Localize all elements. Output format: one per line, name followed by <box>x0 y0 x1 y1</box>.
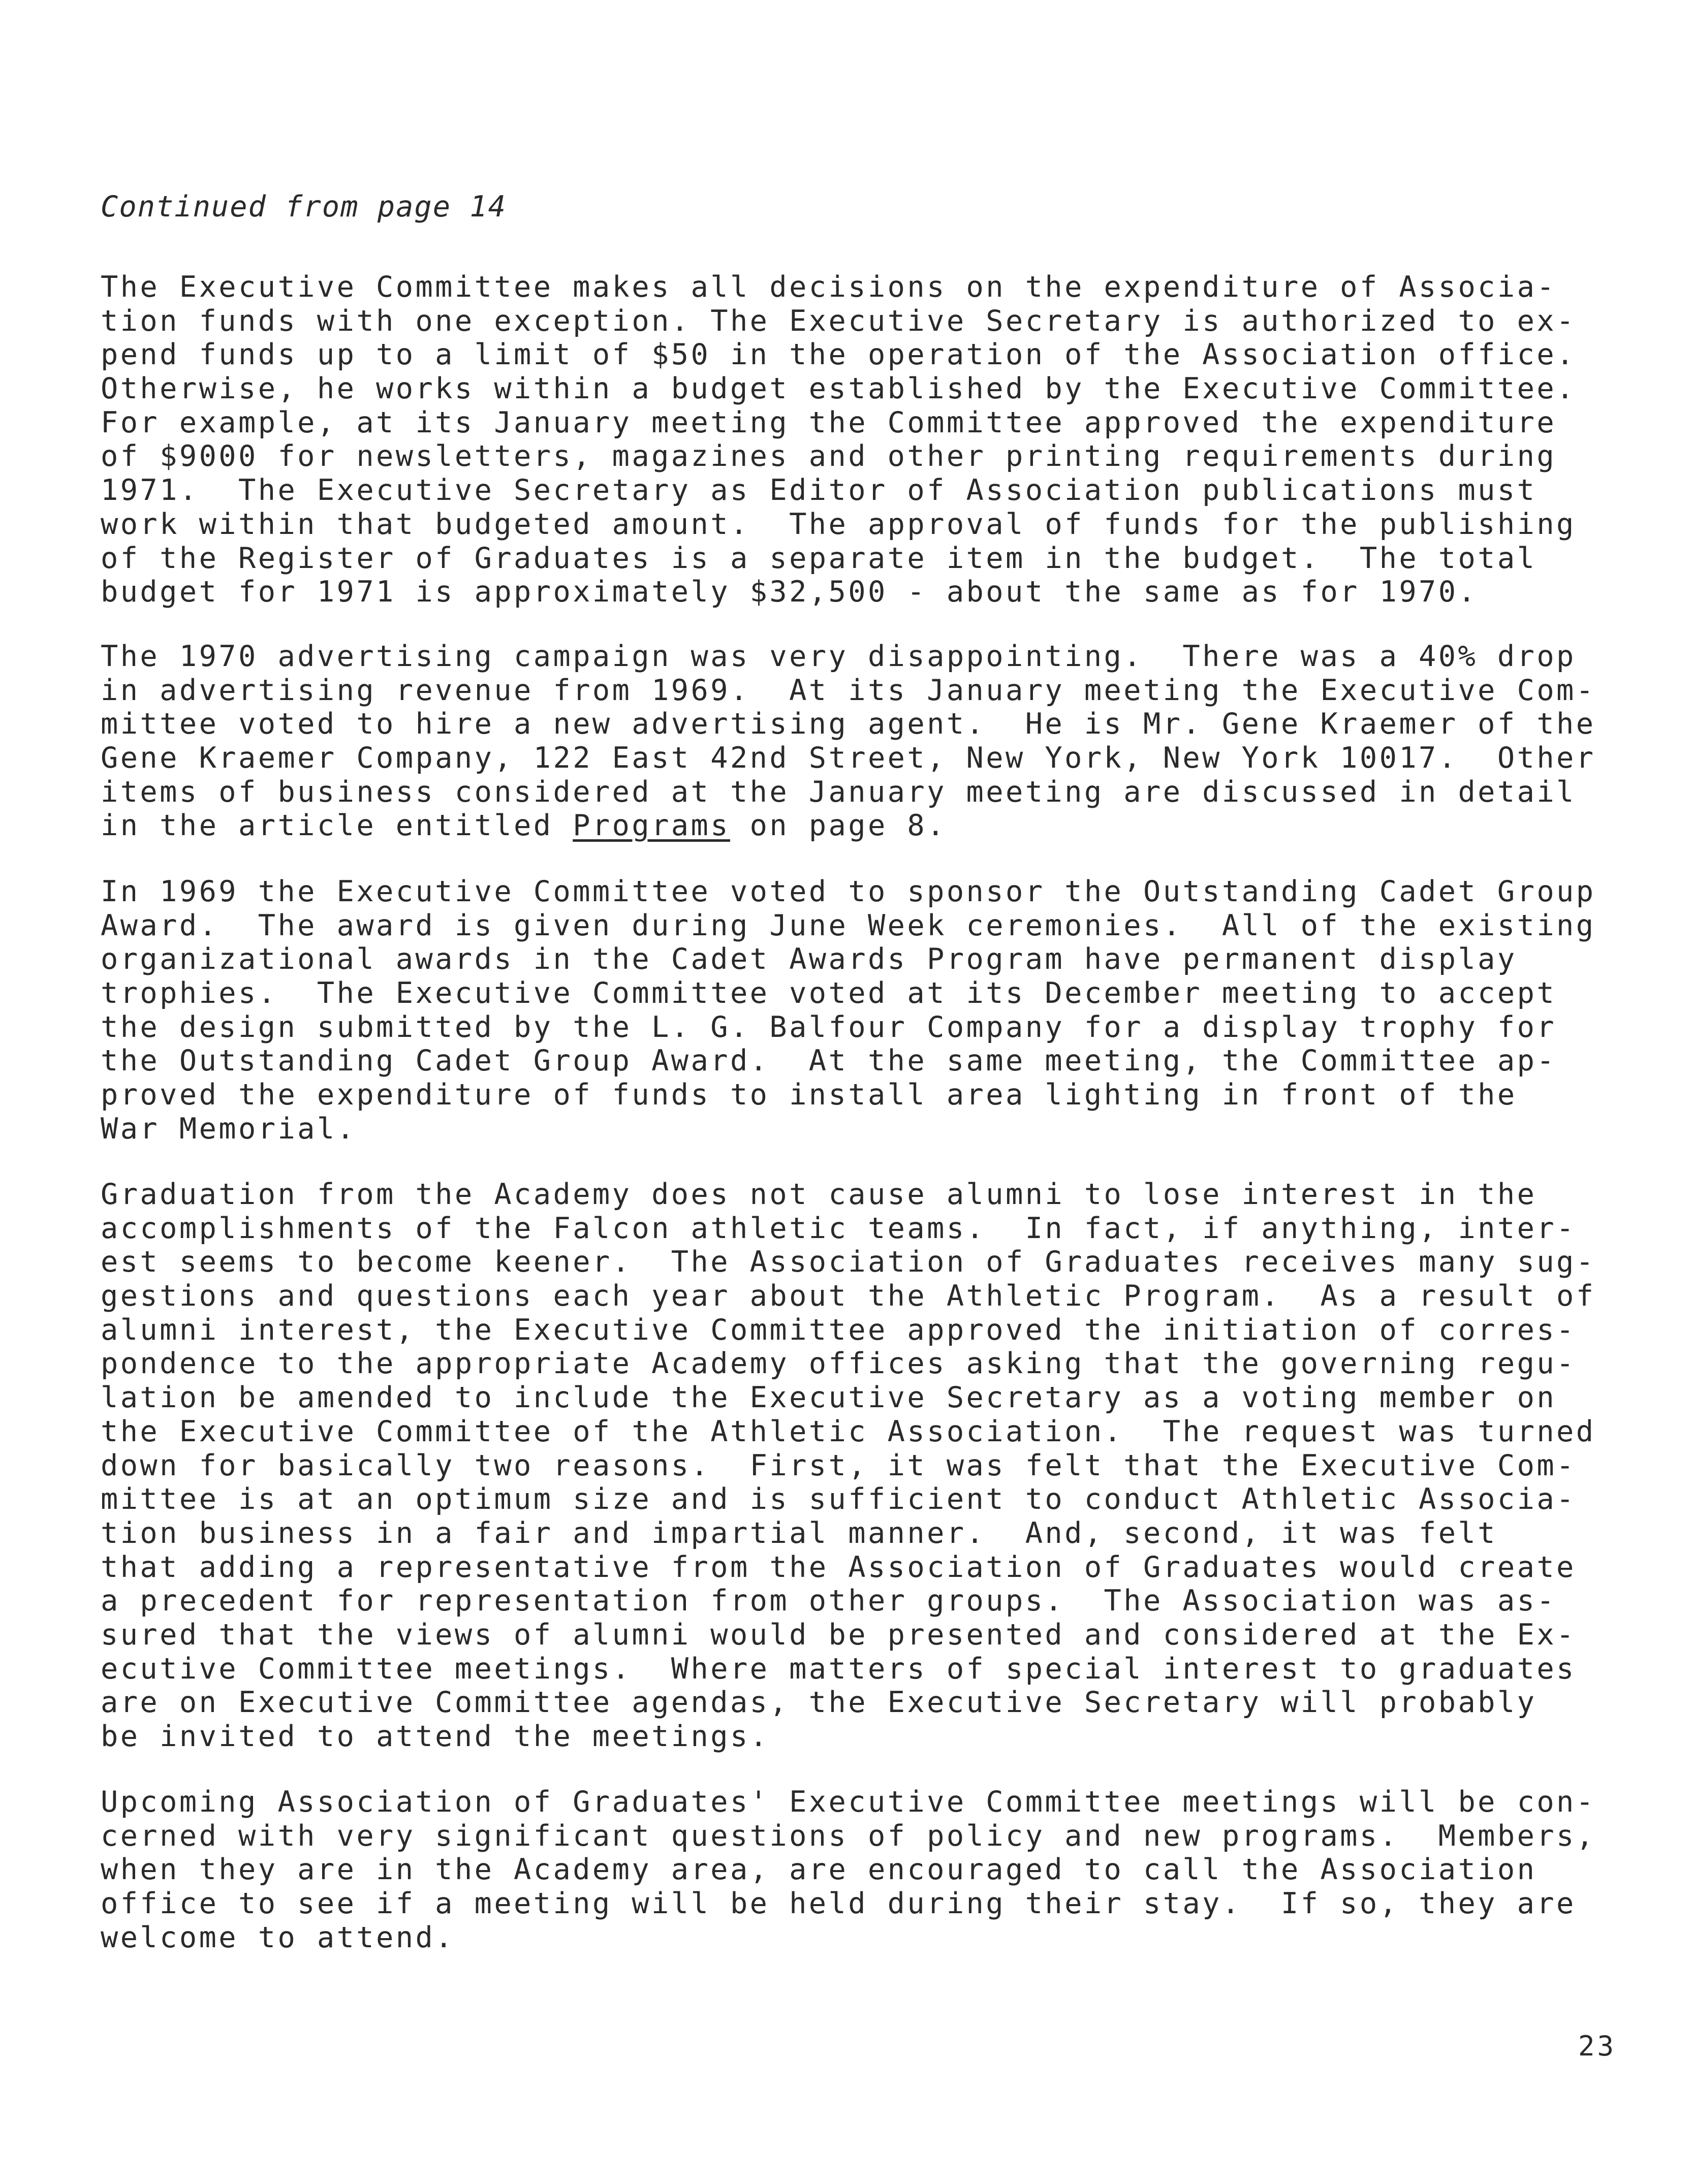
text-line: the Executive Committee of the Athletic Association. The request was turned <box>101 1414 1596 1448</box>
text-line-with-link <box>101 809 1615 843</box>
text-line: est seems to become keener. The Association of Graduates receives many sug- <box>101 1245 1596 1279</box>
text-line: that adding a representative from the Association of Graduates would create <box>101 1550 1576 1584</box>
text-line: office to see if a meeting will be held during their stay. If so, they are <box>101 1887 1576 1921</box>
paragraph-athletics <box>101 1178 1615 1754</box>
text-line: Upcoming Association of Graduates' Executive Committee meetings will be con- <box>101 1785 1596 1819</box>
text-line: items of business considered at the January meeting are discussed in detail <box>101 775 1576 809</box>
text-line: a precedent for representation from other groups. The Association was as- <box>101 1584 1557 1618</box>
text-line: accomplishments of the Falcon athletic teams. In fact, if anything, inter- <box>101 1211 1576 1245</box>
text-line: In 1969 the Executive Committee voted to sponsor the Outstanding Cadet Group <box>101 875 1596 908</box>
text-line: Graduation from the Academy does not cause alumni to lose interest in the <box>101 1178 1537 1211</box>
text-line: down for basically two reasons. First, it was felt that the Executive Com- <box>101 1448 1576 1482</box>
paragraph-advertising <box>101 640 1615 843</box>
text-line: The Executive Committee makes all decisions on the expenditure of Associa- <box>101 270 1557 304</box>
text-line: mittee is at an optimum size and is sufficient to conduct Athletic Associa- <box>101 1482 1576 1516</box>
text-segment: on page 8. <box>730 809 947 843</box>
text-line: proved the expenditure of funds to install area lighting in front of the <box>101 1078 1517 1112</box>
text-line: of $9000 for newsletters, magazines and other printing requirements during <box>101 439 1557 473</box>
text-line: budget for 1971 is approximately $32,500 - about the same as for 1970. <box>101 575 1478 609</box>
text-line: organizational awards in the Cadet Awards Program have permanent display <box>101 942 1517 976</box>
text-line: be invited to attend the meetings. <box>101 1720 770 1753</box>
text-line: 1971. The Executive Secretary as Editor of Association publications must <box>101 473 1537 508</box>
text-line: ecutive Committee meetings. Where matters of special interest to graduates <box>101 1652 1576 1686</box>
continued-note: Continued from page 14 <box>101 190 507 224</box>
text-line: of the Register of Graduates is a separate item in the budget. The total <box>101 541 1537 575</box>
text-line: tion business in a fair and impartial manner. And, second, it was felt <box>101 1516 1497 1550</box>
text-line: the design submitted by the L. G. Balfour Company for a display trophy for <box>101 1010 1557 1044</box>
programs-article-link[interactable]: Programs <box>573 809 730 843</box>
text-line: in advertising revenue from 1969. At its January meeting the Executive Com- <box>101 673 1596 707</box>
text-line: welcome to attend. <box>101 1920 455 1954</box>
text-line: Gene Kraemer Company, 122 East 42nd Street, New York, New York 10017. Other <box>101 741 1596 775</box>
text-line: the Outstanding Cadet Group Award. At the same meeting, the Committee ap- <box>101 1044 1557 1078</box>
text-line: sured that the views of alumni would be presented and considered at the Ex- <box>101 1618 1576 1652</box>
page-number: 23 <box>1578 2030 1617 2062</box>
text-line: work within that budgeted amount. The approval of funds for the publishing <box>101 507 1576 541</box>
text-line: Otherwise, he works within a budget established by the Executive Committee. <box>101 372 1576 406</box>
text-line: are on Executive Committee agendas, the Executive Secretary will probably <box>101 1686 1537 1720</box>
text-line: pondence to the appropriate Academy offices asking that the governing regu- <box>101 1347 1576 1381</box>
paragraph-budget <box>101 270 1615 609</box>
text-line: Award. The award is given during June Week ceremonies. All of the existing <box>101 908 1596 942</box>
text-segment: in the article entitled <box>101 809 573 843</box>
text-line: mittee voted to hire a new advertising agent. He is Mr. Gene Kraemer of the <box>101 707 1596 741</box>
text-line: War Memorial. <box>101 1112 357 1146</box>
text-line: tion funds with one exception. The Executive Secretary is authorized to ex- <box>101 304 1576 338</box>
text-line: gestions and questions each year about the Athletic Program. As a result of <box>101 1279 1596 1313</box>
text-line: The 1970 advertising campaign was very disappointing. There was a 40% drop <box>101 640 1576 673</box>
text-line: pend funds up to a limit of $50 in the operation of the Association office. <box>101 338 1576 372</box>
paragraph-awards <box>101 875 1615 1146</box>
text-line: trophies. The Executive Committee voted at its December meeting to accept <box>101 976 1557 1010</box>
text-line: cerned with very significant questions of policy and new programs. Members, <box>101 1819 1596 1853</box>
paragraph-upcoming-meetings <box>101 1785 1615 1954</box>
text-line: For example, at its January meeting the Committee approved the expenditure <box>101 405 1557 439</box>
text-line: when they are in the Academy area, are encouraged to call the Association <box>101 1853 1537 1887</box>
text-line: alumni interest, the Executive Committee approved the initiation of corres- <box>101 1313 1576 1347</box>
text-line: lation be amended to include the Executive Secretary as a voting member on <box>101 1381 1557 1415</box>
